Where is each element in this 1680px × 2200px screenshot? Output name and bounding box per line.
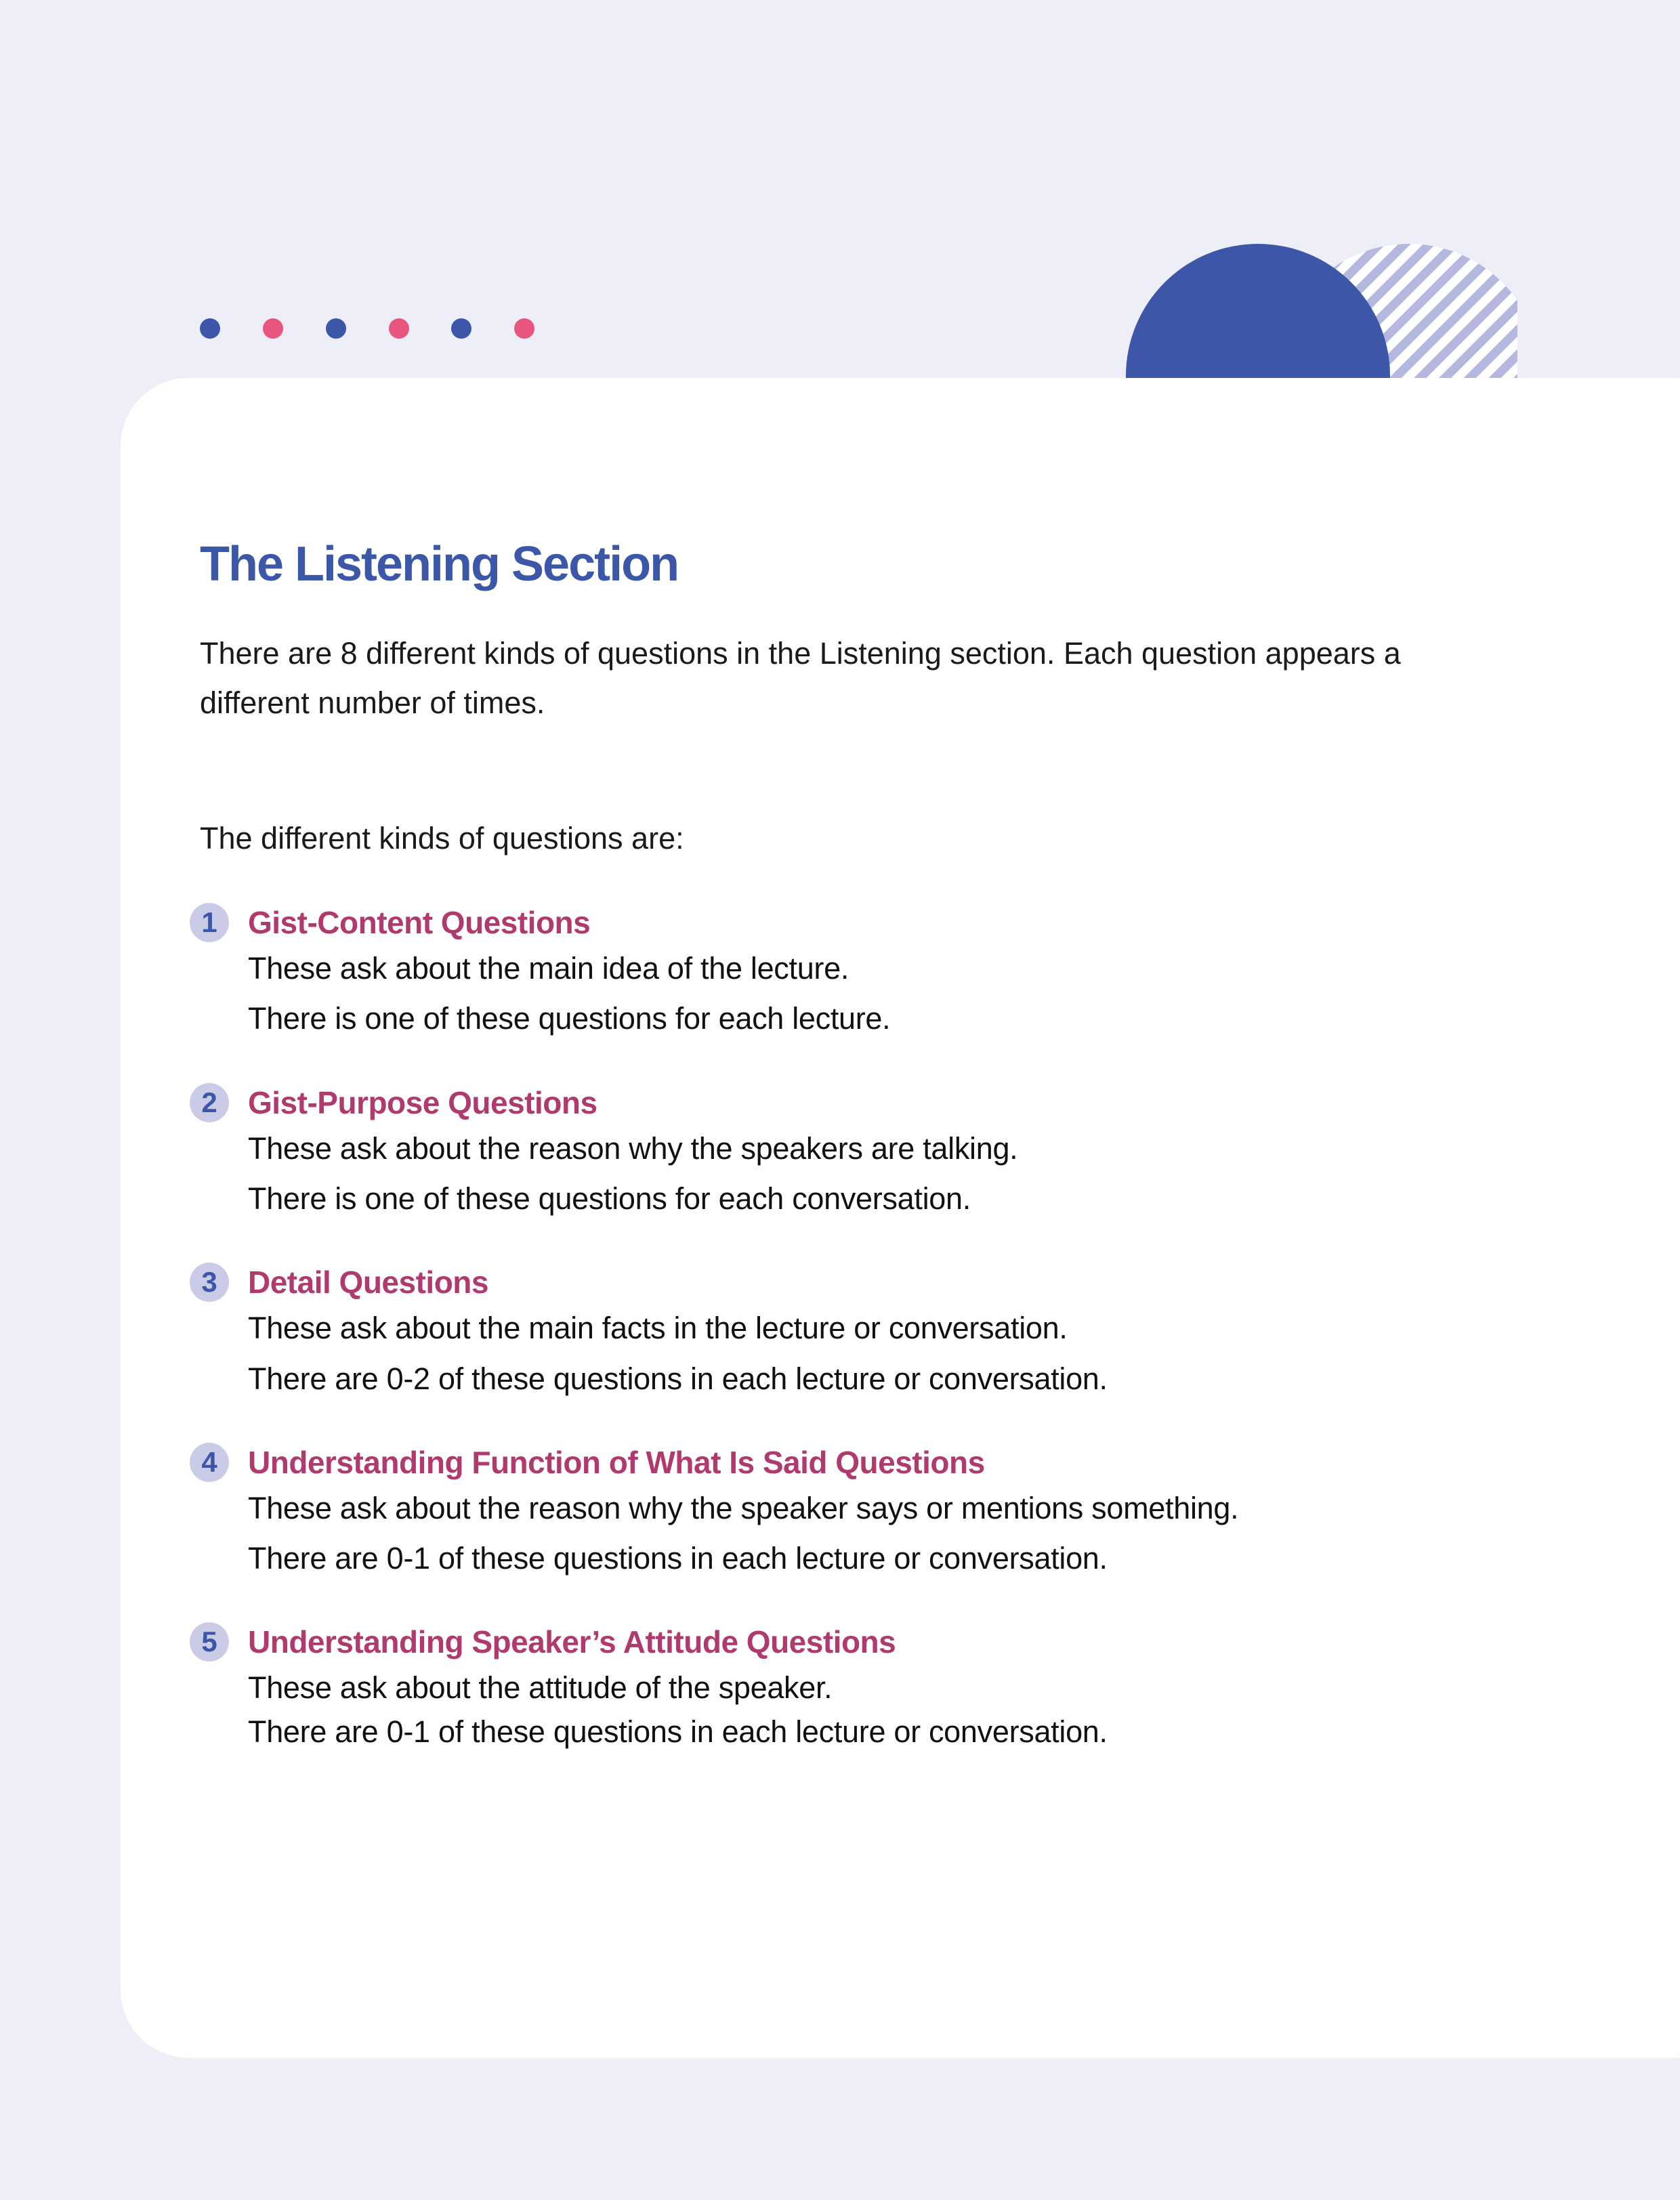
dot-icon xyxy=(200,318,220,339)
dot-icon xyxy=(263,318,283,339)
number-badge: 5 xyxy=(190,1622,229,1662)
question-frequency: There are 0-2 of these questions in each lecture or conversation. xyxy=(248,1361,1108,1396)
number-badge: 2 xyxy=(190,1083,229,1122)
dot-icon xyxy=(389,318,409,339)
question-frequency: There are 0-1 of these questions in each lecture or conversation. xyxy=(248,1714,1108,1749)
dot-icon xyxy=(326,318,346,339)
number-badge: 3 xyxy=(190,1263,229,1302)
decorative-circles-graphic xyxy=(1125,244,1517,379)
question-description: These ask about the attitude of the speaker. xyxy=(248,1670,833,1705)
dot-icon xyxy=(451,318,471,339)
question-title: Detail Questions xyxy=(248,1265,488,1300)
question-frequency: There are 0-1 of these questions in each lecture or conversation. xyxy=(248,1541,1108,1575)
page-title: The Listening Section xyxy=(200,537,679,591)
question-title: Gist-Content Questions xyxy=(248,905,591,940)
question-frequency: There is one of these questions for each lecture. xyxy=(248,1001,891,1036)
question-description: These ask about the reason why the speaker says or mentions something. xyxy=(248,1491,1239,1525)
question-description: These ask about the reason why the speakers are talking. xyxy=(248,1131,1018,1166)
question-description: These ask about the main idea of the lecture. xyxy=(248,951,849,986)
number-badge: 1 xyxy=(190,903,229,942)
question-title: Gist-Purpose Questions xyxy=(248,1085,597,1120)
question-frequency: There is one of these questions for each conversation. xyxy=(248,1181,971,1216)
intro-paragraph: There are 8 different kinds of questions in the Listening section. Each question appears a different number of times. xyxy=(200,636,1401,720)
kinds-label: The different kinds of questions are: xyxy=(200,821,684,855)
question-description: These ask about the main facts in the lecture or conversation. xyxy=(248,1311,1068,1345)
number-badge: 4 xyxy=(190,1443,229,1482)
question-title: Understanding Speaker’s Attitude Questions xyxy=(248,1624,896,1659)
dot-icon xyxy=(514,318,534,339)
question-title: Understanding Function of What Is Said Questions xyxy=(248,1445,985,1480)
